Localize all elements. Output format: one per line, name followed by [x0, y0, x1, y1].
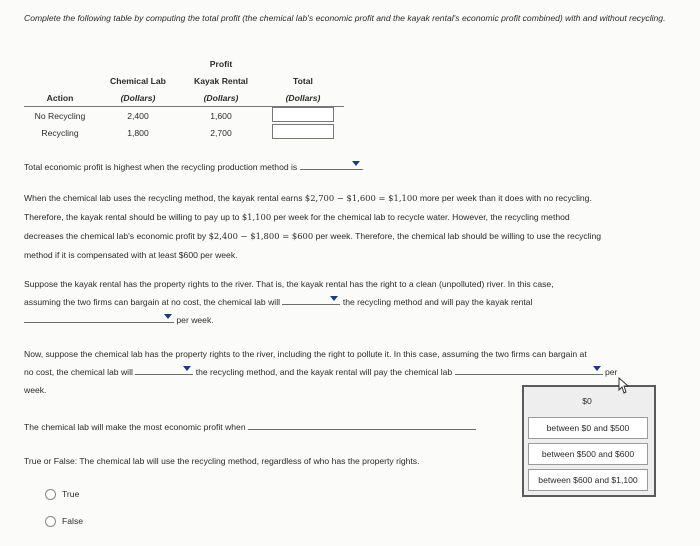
- chevron-down-icon: [593, 366, 601, 371]
- math-expression: $2,400 − $1,800 = $600: [208, 231, 314, 241]
- total-input-recycling[interactable]: [272, 124, 334, 139]
- unit-label: (Dollars): [285, 92, 321, 103]
- chem-value: 1,800: [127, 127, 149, 138]
- q1-period: .: [361, 162, 365, 172]
- menu-item-3[interactable]: between $600 and $1,100: [528, 469, 648, 491]
- q3-text: no cost, the chemical lab will: [24, 367, 133, 377]
- row-action: Recycling: [41, 127, 79, 138]
- explanation-text: method if it is compensated with at least $600 per week.: [24, 250, 238, 260]
- explanation-text: per week for the chemical lab to recycle water. However, the recycling method: [271, 212, 570, 222]
- explanation-text: Therefore, the kayak rental should be willing to pay up to: [24, 212, 242, 222]
- instruction-text: Complete the following table by computing the total profit (the chemical lab's economic profit and the kayak rental's economic profit combined) with and without recycling.: [24, 13, 666, 23]
- true-option[interactable]: [45, 487, 79, 502]
- chevron-down-icon: [183, 366, 191, 371]
- q2-block: [24, 275, 694, 329]
- explanation-text: decreases the chemical lab's economic profit by: [24, 231, 209, 241]
- chem-value: 2,400: [127, 110, 149, 121]
- q4-text: The chemical lab will make the most economic profit when: [24, 422, 246, 432]
- q2-text: Suppose the kayak rental has the property rights to the river. That is, the kayak rental has the right to a clean (unpolluted) river. In this case,: [24, 279, 554, 289]
- q2-text: assuming the two firms can bargain at no cost, the chemical lab will: [24, 297, 281, 307]
- q3-text: per: [605, 367, 618, 377]
- q2-text: per week.: [176, 315, 214, 325]
- q3-text: week.: [24, 385, 47, 395]
- math-expression: $1,100: [241, 212, 272, 222]
- math-expression: $2,700 − $1,600 = $1,100: [304, 193, 418, 203]
- q2-payment-dropdown[interactable]: [24, 311, 174, 323]
- total-input-no-recycling[interactable]: [272, 107, 334, 122]
- table-row: [24, 124, 344, 141]
- q2-action-dropdown[interactable]: [282, 293, 340, 305]
- explanation-text: When the chemical lab uses the recycling method, the kayak rental earns: [24, 193, 305, 203]
- q3-text: Now, suppose the chemical lab has the property rights to the river, including the right to pollute it. In this case, assuming the two firms can bargain at: [24, 349, 587, 359]
- q1-method-dropdown[interactable]: [300, 158, 365, 172]
- q1-text: Total economic profit is highest when the recycling production method is: [24, 162, 298, 172]
- menu-item-0[interactable]: $0: [582, 396, 592, 406]
- true-label: True: [62, 489, 80, 499]
- row-action: No Recycling: [34, 110, 86, 121]
- unit-label: (Dollars): [120, 92, 156, 103]
- menu-item-1[interactable]: between $0 and $500: [528, 417, 648, 439]
- false-option[interactable]: [45, 514, 83, 529]
- q3-text: the recycling method, and the kayak rental will pay the chemical lab: [195, 367, 453, 377]
- q3-payment-dropdown[interactable]: [455, 363, 603, 375]
- mouse-cursor-icon: [616, 377, 630, 395]
- table-row: [24, 107, 344, 125]
- explanation-text: more per week than it does with no recycling.: [417, 193, 592, 203]
- chevron-down-icon: [164, 314, 172, 319]
- false-label: False: [62, 516, 84, 526]
- explanation-paragraph: [24, 189, 694, 265]
- radio-button-icon[interactable]: [45, 516, 56, 527]
- profit-group-header: Profit: [209, 58, 233, 69]
- menu-item-2[interactable]: between $500 and $600: [528, 443, 648, 465]
- q5-text: True or False: The chemical lab will use the recycling method, regardless of who has the property rights.: [24, 456, 420, 466]
- col-chemical-lab: Chemical Lab: [110, 75, 166, 86]
- chevron-down-icon: [352, 161, 360, 166]
- chevron-down-icon: [330, 296, 338, 301]
- col-total: Total: [293, 75, 313, 86]
- q3-action-dropdown[interactable]: [135, 363, 193, 375]
- col-action: Action: [46, 92, 74, 103]
- kayak-value: 2,700: [210, 127, 232, 138]
- dropdown-menu: [522, 385, 656, 497]
- col-kayak-rental: Kayak Rental: [194, 75, 248, 86]
- explanation-text: per week. Therefore, the chemical lab should be willing to use the recycling: [313, 231, 602, 241]
- profit-table: [24, 55, 344, 141]
- q2-text: the recycling method and will pay the kayak rental: [342, 297, 533, 307]
- unit-label: (Dollars): [203, 92, 239, 103]
- q4-dropdown[interactable]: [248, 418, 476, 430]
- q4-sentence: [24, 418, 476, 435]
- kayak-value: 1,600: [210, 110, 232, 121]
- radio-button-icon[interactable]: [45, 489, 56, 500]
- q1-sentence: [24, 158, 364, 175]
